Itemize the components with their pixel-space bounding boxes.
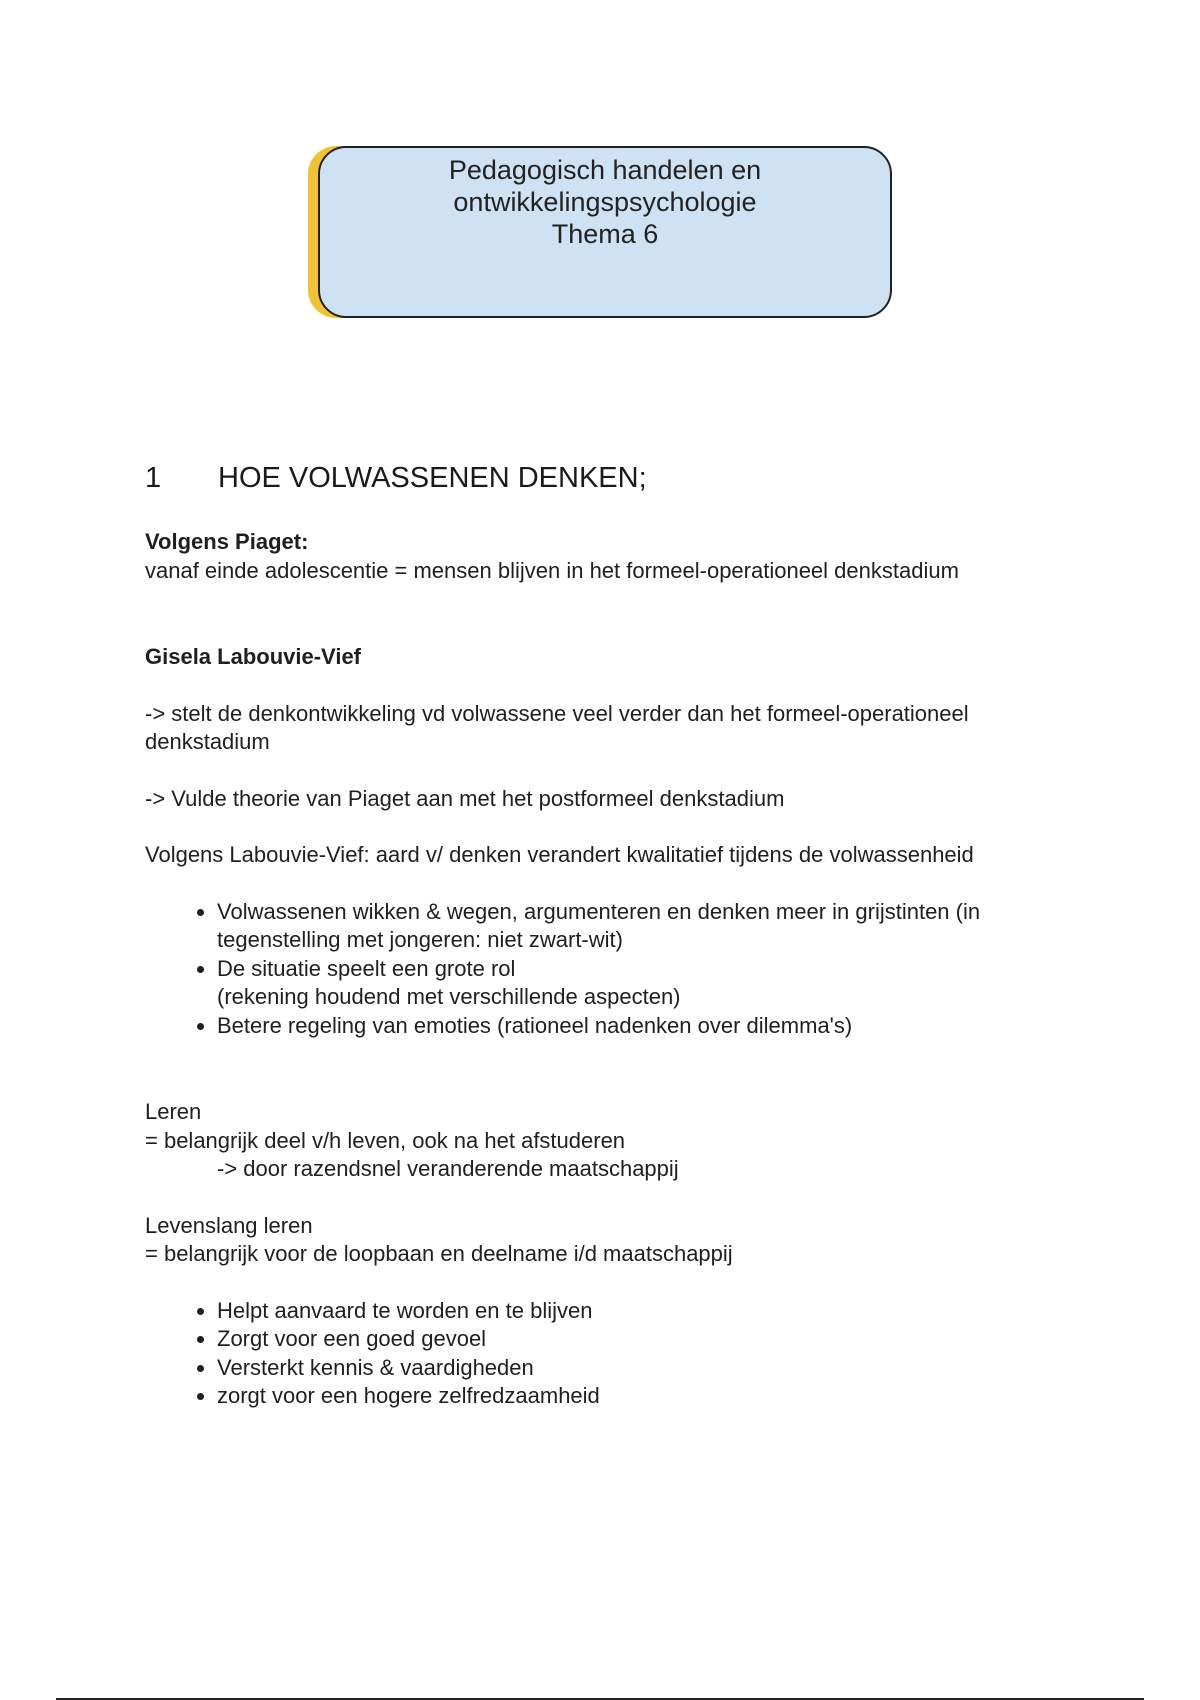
- title-line-3: Thema 6: [551, 219, 659, 249]
- levenslang-definition: = belangrijk voor de loopbaan en deelname i/d maatschappij: [145, 1241, 733, 1266]
- labouvie-point-2: -> Vulde theorie van Piaget aan met het postformeel denkstadium: [145, 785, 785, 811]
- section-number: 1: [145, 462, 162, 494]
- leren-reason: -> door razendsnel veranderende maatschappij: [217, 1156, 679, 1181]
- list-item: • Versterkt kennis & vaardigheden: [217, 1354, 1005, 1383]
- piaget-text: vanaf einde adolescentie = mensen blijven in het formeel-operationeel denkstadium: [145, 557, 959, 583]
- labouvie-bullet-list: [145, 898, 1005, 1041]
- labouvie-statement: Volgens Labouvie-Vief: aard v/ denken verandert kwalitatief tijdens de volwassenheid: [145, 842, 974, 867]
- labouvie-name: Gisela Labouvie-Vief: [145, 644, 362, 669]
- leren-label: Leren: [145, 1099, 202, 1124]
- levenslang-bullet-list: [145, 1297, 1005, 1411]
- leren-definition: = belangrijk deel v/h leven, ook na het afstuderen: [145, 1127, 626, 1153]
- section-title: HOE VOLWASSENEN DENKEN;: [218, 462, 647, 494]
- document-body: [145, 528, 1005, 1411]
- title-line-2: ontwikkelingspsychologie: [453, 187, 757, 217]
- levenslang-label: Levenslang leren: [145, 1212, 313, 1238]
- piaget-label: Volgens Piaget:: [145, 529, 309, 554]
- list-item: • Helpt aanvaard te worden en te blijven: [217, 1297, 1005, 1326]
- labouvie-point-1: -> stelt de denkontwikkeling vd volwassene veel verder dan het formeel-operationeel denkstadium: [145, 700, 969, 754]
- list-item: • zorgt voor een hogere zelfredzaamheid: [217, 1382, 1005, 1411]
- list-item: • Zorgt voor een goed gevoel: [217, 1325, 1005, 1354]
- section-heading: [145, 462, 647, 495]
- list-item: • Betere regeling van emoties (rationeel nadenken over dilemma's): [217, 1012, 1005, 1041]
- list-item: • De situatie speelt een grote rol (rekening houdend met verschillende aspecten): [217, 955, 1005, 1012]
- title-box: [318, 146, 892, 318]
- title-line-1: Pedagogisch handelen en: [448, 155, 762, 185]
- list-item: • Volwassenen wikken & wegen, argumenteren en denken meer in grijstinten (in tegenstelling met jongeren: niet zwart-wit): [217, 898, 1005, 955]
